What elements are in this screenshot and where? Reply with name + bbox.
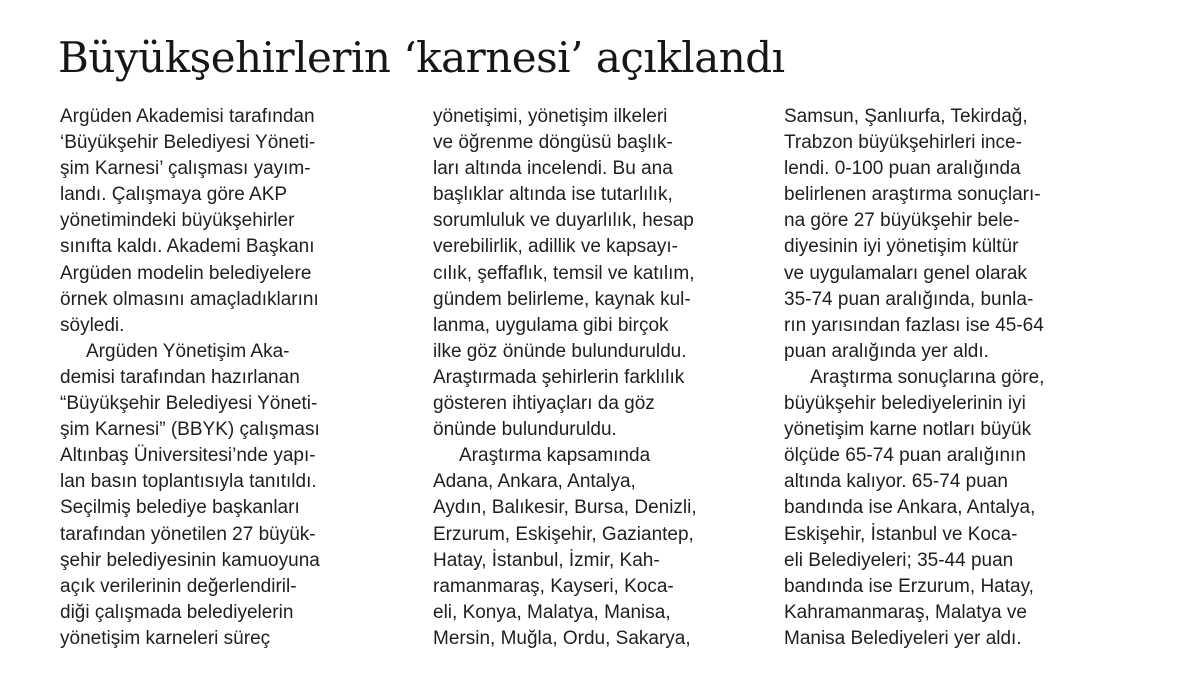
article-text-line: Adana, Ankara, Antalya, [433, 471, 636, 493]
article-text-line: Seçilmiş belediye başkanları [60, 497, 300, 519]
article-text-line: yönetişim karneleri süreç [60, 627, 271, 649]
article-text-line: Erzurum, Eskişehir, Gaziantep, [433, 523, 694, 545]
article-text-line: gündem belirleme, kaynak kul- [433, 288, 691, 310]
article-text-line: landı. Çalışmaya göre AKP [60, 184, 288, 206]
article-text-line: diyesinin iyi yönetişim kültür [784, 236, 1019, 258]
article-text-line: Araştırma sonuçlarına göre, [810, 366, 1045, 388]
article-text-line: örnek olmasını amaçladıklarını [60, 288, 319, 310]
article-text-line: Argüden Akademisi tarafından [60, 106, 315, 127]
article-text-line: ramanmaraş, Kayseri, Koca- [433, 575, 674, 597]
article-text-line: eli Belediyeleri; 35-44 puan [784, 549, 1014, 571]
article-text-line: diği çalışmada belediyelerin [60, 601, 294, 623]
article-text-line: Argüden modelin belediyelere [60, 262, 312, 284]
article-text-line: ve öğrenme döngüsü başlık- [433, 132, 673, 154]
article-text-line: ve uygulamaları genel olarak [784, 262, 1027, 284]
article-text-line: rın yarısından fazlası ise 45-64 [784, 314, 1044, 336]
article-text-line: ölçüde 65-74 puan aralığının [784, 445, 1026, 467]
text-column-1 [60, 104, 380, 652]
article-text-line: şim Karnesi’ çalışması yayım- [60, 158, 311, 180]
article-headline: Büyükşehirlerin ‘karnesi’ açıklandı [58, 33, 785, 82]
article-text-line: tarafından yönetilen 27 büyük- [60, 523, 316, 545]
article-text-line: Araştırma kapsamında [459, 445, 651, 467]
article-text-line: bandında ise Ankara, Antalya, [784, 497, 1036, 519]
article-text-line: altında kalıyor. 65-74 puan [784, 471, 1008, 493]
article-text-line: lendi. 0-100 puan aralığında [784, 158, 1021, 180]
article-text-line: Mersin, Muğla, Ordu, Sakarya, [433, 627, 691, 649]
article-text-line: gösteren ihtiyaçları da göz [433, 393, 655, 415]
article-text-line: belirlenen araştırma sonuçları- [784, 184, 1041, 206]
article-text-line: Kahramanmaraş, Malatya ve [784, 601, 1027, 623]
article-text-line: sorumluluk ve duyarlılık, hesap [433, 210, 694, 232]
article-text-line: başlıklar altında ise tutarlılık, [433, 184, 673, 206]
article-text-line: Argüden Yönetişim Aka- [86, 340, 290, 362]
article-text-line: yönetişim karne notları büyük [784, 419, 1032, 441]
article-text-line: büyükşehir belediyelerinin iyi [784, 393, 1026, 415]
article-text-line: ları altında incelendi. Bu ana [433, 158, 673, 180]
article-text-line: Aydın, Balıkesir, Bursa, Denizli, [433, 497, 697, 519]
article-text-line: Manisa Belediyeleri yer aldı. [784, 627, 1022, 649]
article-text-line: na göre 27 büyükşehir bele- [784, 210, 1020, 232]
article-text-line: 35-74 puan aralığında, bunla- [784, 288, 1034, 310]
article-text-line: eli, Konya, Malatya, Manisa, [433, 601, 671, 623]
article-text-line: yönetimindeki büyükşehirler [60, 210, 295, 232]
article-text-line: verebilirlik, adillik ve kapsayı- [433, 236, 678, 258]
article-text-line: Hatay, İstanbul, İzmir, Kah- [433, 549, 660, 571]
article-text-line: ‘Büyükşehir Belediyesi Yöneti- [60, 132, 316, 154]
article-text-line: açık verilerinin değerlendiril- [60, 575, 297, 597]
article-text-line: “Büyükşehir Belediyesi Yöneti- [60, 393, 318, 415]
text-column-2 [433, 104, 753, 652]
article-text-line: cılık, şeffaflık, temsil ve katılım, [433, 262, 695, 284]
article-text-line: Trabzon büyükşehirleri ince- [784, 132, 1022, 154]
article-text-line: sınıfta kaldı. Akademi Başkanı [60, 236, 315, 258]
article-text-line: puan aralığında yer aldı. [784, 340, 989, 362]
article-text-line: Samsun, Şanlıurfa, Tekirdağ, [784, 106, 1028, 127]
article-text-line: söyledi. [60, 314, 125, 336]
article-text-line: yönetişimi, yönetişim ilkeleri [433, 106, 668, 127]
article-text-line: lanma, uygulama gibi birçok [433, 314, 669, 336]
article-text-line: ilke göz önünde bulunduruldu. [433, 340, 687, 362]
article-text-line: Eskişehir, İstanbul ve Koca- [784, 523, 1018, 545]
text-column-3 [784, 104, 1104, 652]
article-text-line: lan basın toplantısıyla tanıtıldı. [60, 471, 317, 493]
article-text-line: Araştırmada şehirlerin farklılık [433, 366, 685, 388]
article-text-line: bandında ise Erzurum, Hatay, [784, 575, 1034, 597]
article-text-line: önünde bulunduruldu. [433, 419, 617, 441]
article-text-line: demisi tarafından hazırlanan [60, 366, 300, 388]
article-text-line: şehir belediyesinin kamuoyuna [60, 549, 320, 571]
article-text-line: şim Karnesi” (BBYK) çalışması [60, 419, 320, 441]
article-text-line: Altınbaş Üniversitesi’nde yapı- [60, 445, 316, 467]
